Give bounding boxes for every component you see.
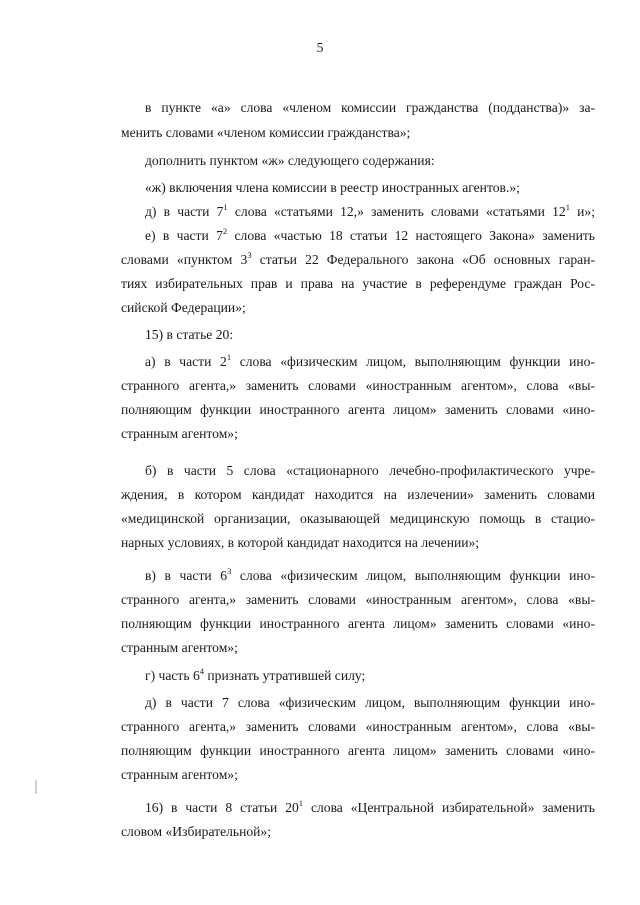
- text-run: слова «частью 18 статьи 12 настоящего Закона» заменить: [227, 228, 596, 243]
- paragraph-9-line-2: [121, 592, 595, 608]
- paragraph-4-line-1: [145, 204, 595, 220]
- text-run: странного агента,» заменить словами «иностранным агентом», слова «вы-: [121, 378, 595, 393]
- superscript: 1: [223, 202, 228, 212]
- text-run: полняющим функции иностранного агента лицом» заменить словами «ино-: [121, 616, 595, 631]
- superscript: 1: [298, 798, 304, 808]
- paragraph-5-line-3: [121, 276, 595, 292]
- page-number: 5: [316, 40, 324, 55]
- paragraph-8-line-1: [145, 463, 595, 479]
- text-run: полняющим функции иностранного агента лицом» заменить словами «ино-: [121, 743, 595, 758]
- paragraph-7-line-3: [121, 402, 595, 418]
- text-run: г) часть 6: [145, 668, 200, 683]
- text-run: странным агентом»;: [121, 767, 238, 782]
- paragraph-5-line-2: [121, 252, 595, 268]
- text-run: слова «Центральной избирательной» заменить: [303, 800, 595, 815]
- superscript: 4: [199, 666, 204, 676]
- text-run: странным агентом»;: [121, 426, 238, 441]
- paragraph-7-line-1: [145, 354, 595, 370]
- text-run: сийской Федерации»;: [121, 300, 246, 315]
- paragraph-10-line-1: [145, 668, 365, 684]
- paragraph-1-line-2: [121, 125, 410, 141]
- paragraph-12-line-2: [121, 824, 271, 840]
- text-run: д) в части 7 слова «физическим лицом, выполняющим функции ино-: [145, 695, 595, 710]
- text-run: в) в части 6: [145, 568, 228, 583]
- paragraph-9-line-1: [145, 568, 595, 584]
- text-run: слова «статьями 12,» заменить словами «статьями 12: [227, 204, 566, 219]
- superscript: 1: [226, 352, 232, 362]
- text-run: словом «Избирательной»;: [121, 824, 272, 839]
- text-run: признать утратившей силу;: [204, 668, 366, 683]
- text-run: статьи 22 Федерального закона «Об основных гаран-: [251, 252, 595, 267]
- text-run: странного агента,» заменить словами «иностранным агентом», слова «вы-: [121, 719, 595, 734]
- paragraph-8-line-3: [121, 511, 595, 527]
- text-run: б) в части 5 слова «стационарного лечебно-профилактического учре-: [145, 463, 595, 478]
- paragraph-7-line-4: [121, 426, 238, 442]
- paragraph-8-line-2: [121, 487, 595, 503]
- text-run: 15) в статье 20:: [145, 327, 234, 342]
- superscript: 3: [227, 566, 232, 576]
- text-run: слова «физическим лицом, выполняющим функции ино-: [231, 354, 595, 369]
- paragraph-3-line-1: [145, 180, 520, 196]
- paragraph-5-line-1: [145, 228, 595, 244]
- text-run: 16) в части 8 статьи 20: [145, 800, 299, 815]
- paragraph-1-line-1: [145, 100, 595, 116]
- text-run: нарных условиях, в которой кандидат находится на лечении»;: [121, 535, 480, 550]
- text-run: е) в части 7: [145, 228, 223, 243]
- text-run: менить словами «членом комиссии гражданства»;: [121, 125, 411, 140]
- superscript: 1: [565, 202, 570, 212]
- paragraph-5-line-4: [121, 300, 246, 316]
- text-run: д) в части 7: [145, 204, 224, 219]
- text-run: и»;: [569, 204, 595, 219]
- text-run: тиях избирательных прав и права на участие в референдуме граждан Рос-: [121, 276, 595, 291]
- paragraph-2-line-1: [145, 153, 435, 169]
- text-run: в пункте «а» слова «членом комиссии гражданства (подданства)» за-: [145, 100, 595, 115]
- text-run: слова «физическим лицом, выполняющим функции ино-: [231, 568, 596, 583]
- text-run: ждения, в котором кандидат находится на излечении» заменить словами: [121, 487, 595, 502]
- paragraph-11-line-3: [121, 743, 595, 759]
- superscript: 3: [247, 250, 252, 260]
- paragraph-11-line-2: [121, 719, 595, 735]
- scan-edge-mark: [35, 780, 37, 794]
- text-run: словами «пунктом 3: [121, 252, 248, 267]
- superscript: 2: [222, 226, 228, 236]
- paragraph-9-line-3: [121, 616, 595, 632]
- text-run: дополнить пунктом «ж» следующего содержания:: [145, 153, 435, 168]
- paragraph-8-line-4: [121, 535, 479, 551]
- paragraph-7-line-2: [121, 378, 595, 394]
- text-run: странного агента,» заменить словами «иностранным агентом», слова «вы-: [121, 592, 595, 607]
- paragraph-11-line-4: [121, 767, 238, 783]
- text-run: странным агентом»;: [121, 640, 238, 655]
- text-run: а) в части 2: [145, 354, 227, 369]
- paragraph-6-line-1: [145, 327, 233, 343]
- paragraph-9-line-4: [121, 640, 238, 656]
- text-run: «ж) включения члена комиссии в реестр иностранных агентов.»;: [145, 180, 520, 195]
- text-run: полняющим функции иностранного агента лицом» заменить словами «ино-: [121, 402, 595, 417]
- paragraph-11-line-1: [145, 695, 595, 711]
- paragraph-12-line-1: [145, 800, 595, 816]
- text-run: «медицинской организации, оказывающей медицинскую помощь в стацио-: [121, 511, 595, 526]
